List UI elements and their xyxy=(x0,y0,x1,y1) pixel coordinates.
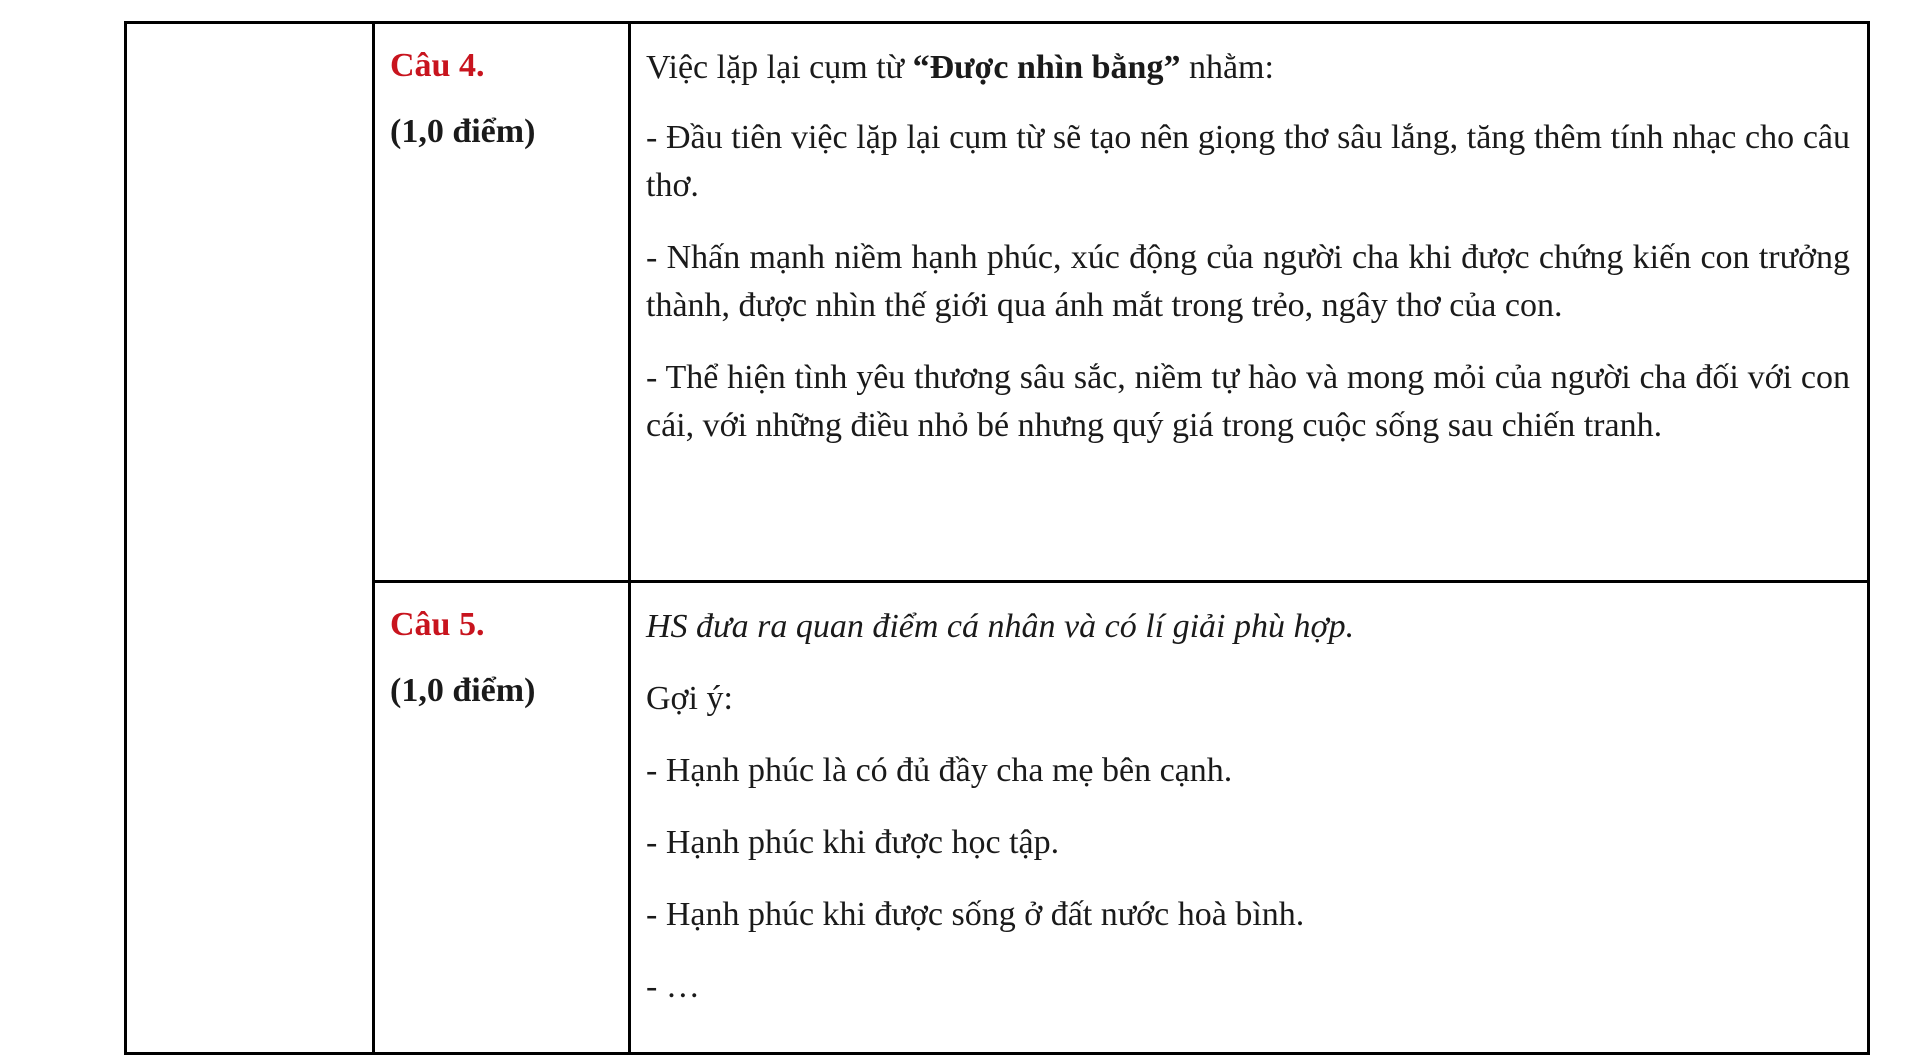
question-5-instruction: HS đưa ra quan điểm cá nhân và có lí giải phù hợp. xyxy=(646,608,1355,645)
question-4-number: Câu 4. xyxy=(390,47,485,84)
question-5-hint-3: - Hạnh phúc khi được sống ở đất nước hoà bình. xyxy=(646,896,1305,933)
question-4-intro xyxy=(646,44,1850,92)
question-4-point-2: - Nhấn mạnh niềm hạnh phúc, xúc động của người cha khi được chứng kiến con trưởng thành, được nhìn thế giới qua ánh mắt trong trẻo, ngây thơ của con. xyxy=(646,239,1850,324)
question-4-point-1: - Đầu tiên việc lặp lại cụm từ sẽ tạo nên giọng thơ sâu lắng, tăng thêm tính nhạc cho câu thơ. xyxy=(646,119,1850,204)
question-5-hint-ellipsis: - … xyxy=(646,968,700,1005)
question-5-points: (1,0 điểm) xyxy=(390,672,536,709)
question-4-intro-phrase: “Được nhìn bằng” xyxy=(912,49,1181,86)
question-4-point-3: - Thể hiện tình yêu thương sâu sắc, niềm tự hào và mong mỏi của người cha đối với con cái, với những điều nhỏ bé nhưng quý giá trong cuộc sống sau chiến tranh. xyxy=(646,359,1850,444)
question-5-hint-label: Gợi ý: xyxy=(646,680,733,717)
question-5-label-cell xyxy=(374,582,630,1054)
question-4-intro-suffix: nhằm: xyxy=(1180,49,1274,86)
section-cell-empty xyxy=(126,23,374,1054)
table-row-question-5 xyxy=(126,582,1869,1054)
question-5-hint-2: - Hạnh phúc khi được học tập. xyxy=(646,824,1060,861)
table-row-question-4 xyxy=(126,23,1869,582)
question-5-answer-cell xyxy=(630,582,1869,1054)
question-5-number: Câu 5. xyxy=(390,606,485,643)
answer-key-table xyxy=(124,21,1870,1055)
question-4-label-cell xyxy=(374,23,630,582)
question-5-hint-1: - Hạnh phúc là có đủ đầy cha mẹ bên cạnh. xyxy=(646,752,1233,789)
question-4-answer-cell xyxy=(630,23,1869,582)
question-4-intro-text: Việc lặp lại cụm từ xyxy=(646,49,913,86)
question-4-points: (1,0 điểm) xyxy=(390,113,536,150)
